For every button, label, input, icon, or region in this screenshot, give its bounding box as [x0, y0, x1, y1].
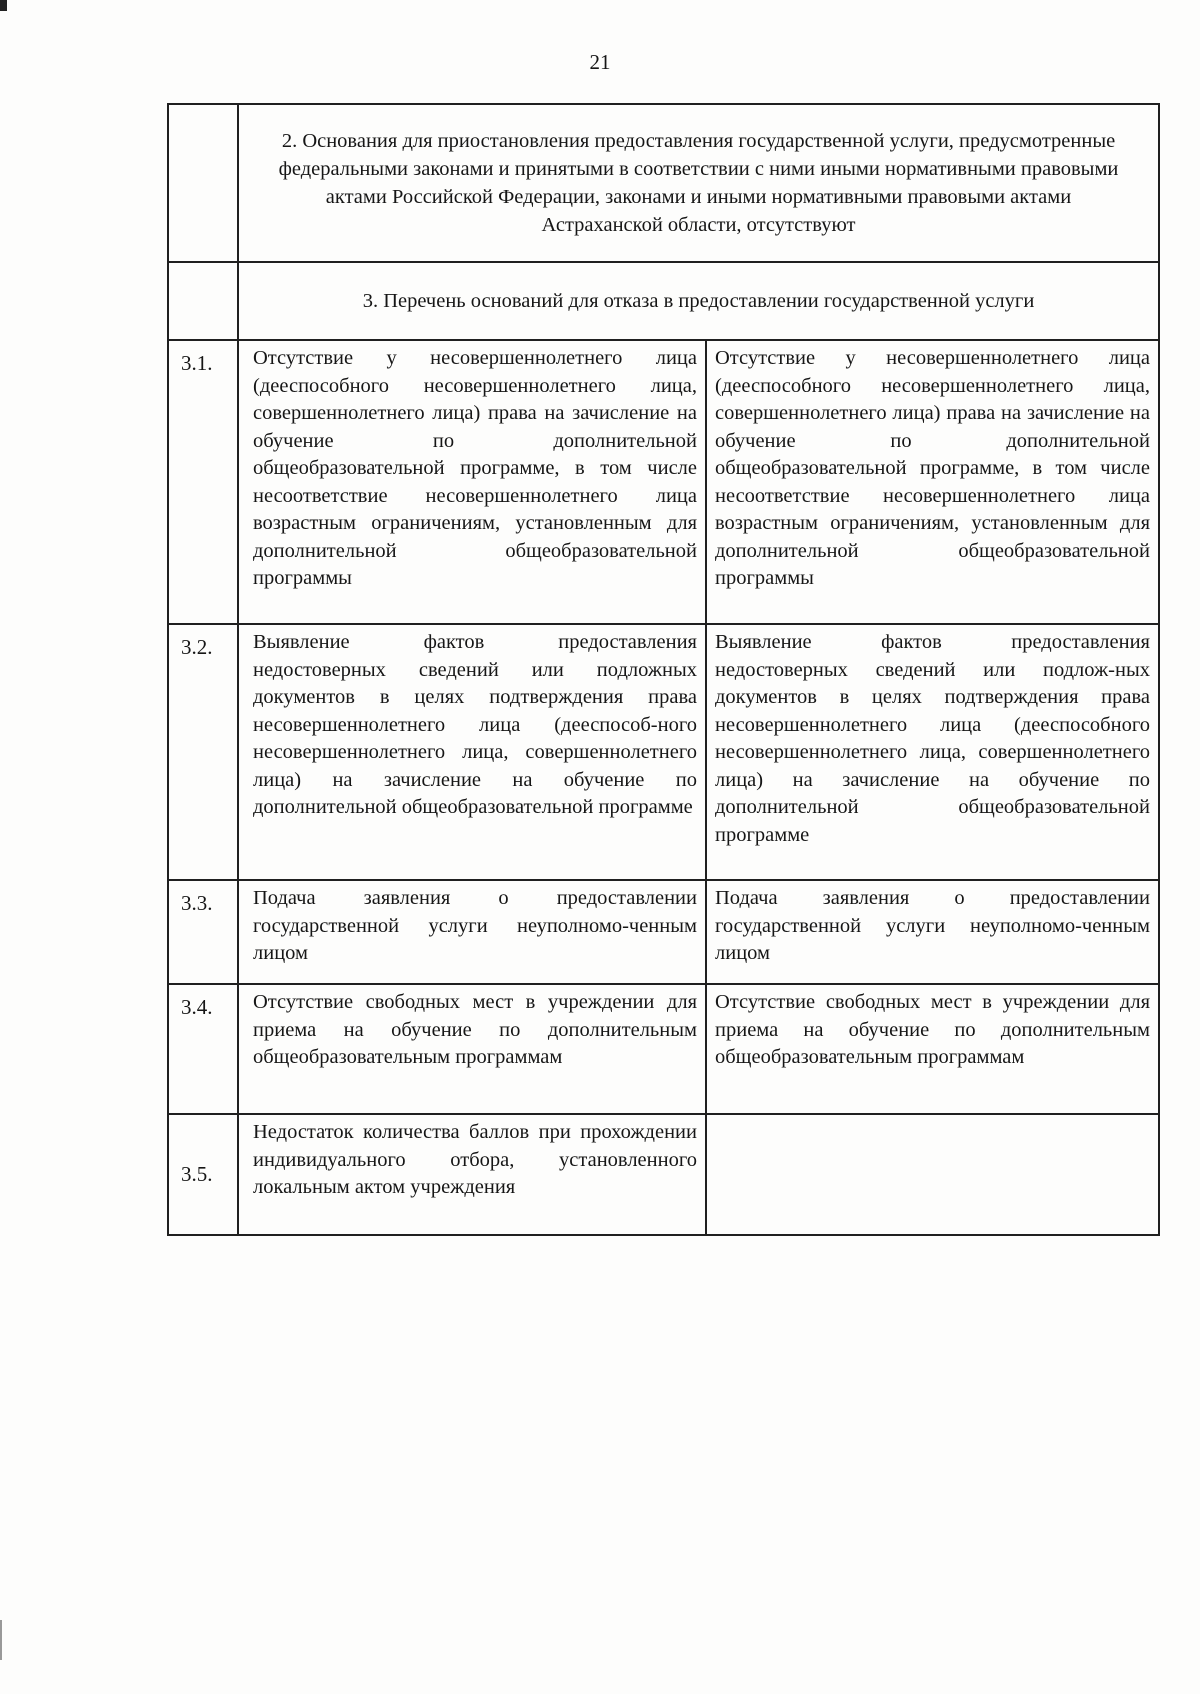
table-row	[167, 339, 1160, 625]
table-row	[167, 623, 1160, 881]
table-row	[167, 983, 1160, 1115]
refusal-ground-text: Подача заявления о предоставлении государственной услуги неуполномо-ченным лицом	[239, 881, 707, 983]
row-number: 3.1.	[169, 341, 239, 623]
number-cell	[169, 263, 239, 339]
table-row	[167, 879, 1160, 985]
row-number: 3.2.	[169, 625, 239, 879]
refusal-ground-text: Отсутствие свободных мест в учреждении для приема на обучение по дополнительным общеобразовательным программам	[239, 985, 707, 1113]
grounds-table	[167, 103, 1160, 1236]
refusal-ground-text: Выявление фактов предоставления недостоверных сведений или подложных документов в целях подтверждения права несовершеннолетнего лица (дееспособ-ного несовершеннолетнего лица, совершеннолетнего лица) на зачисление на обучение по дополнительной общеобразовательной программе	[239, 625, 707, 879]
refusal-ground-text-duplicate: Подача заявления о предоставлении государственной услуги неуполномо-ченным лицом	[715, 887, 1150, 964]
row-number: 3.3.	[169, 881, 239, 983]
refusal-ground-text: Недостаток количества баллов при прохождении индивидуального отбора, установленного локальным актом учреждения	[239, 1115, 707, 1234]
refusal-ground-text-duplicate: Выявление фактов предоставления недостоверных сведений или подлож-ных документов в целях подтверждения права несовершеннолетнего лица (дееспособного несовершеннолетнего лица, совершеннолетнего лица) на зачисление на обучение по дополнительной общеобразовательной программе	[715, 631, 1150, 846]
section-2-row	[167, 103, 1160, 263]
section-3-heading-row	[167, 261, 1160, 341]
table-row	[167, 1113, 1160, 1236]
scan-edge-mark	[0, 0, 7, 11]
row-number: 3.5.	[169, 1115, 239, 1234]
row-number: 3.4.	[169, 985, 239, 1113]
page-number: 21	[589, 50, 611, 74]
empty-cell	[707, 1115, 1158, 1234]
number-cell	[169, 105, 239, 261]
scan-edge-mark	[0, 1620, 2, 1660]
section-3-title: 3. Перечень оснований для отказа в предоставлении государственной услуги	[362, 290, 1035, 312]
section-2-text: 2. Основания для приостановления предоставления государственной услуги, предусмотренные федеральными законами и принятыми в соответствии с ними иными нормативными правовыми актами Российской Федерации, законами и иными нормативными правовыми актами Астраханской области, отсутствуют	[278, 130, 1119, 236]
refusal-ground-text-duplicate: Отсутствие у несовершеннолетнего лица (дееспособного несовершеннолетнего лица, совершеннолетнего лица) права на зачисление на обучение по дополнительной общеобразовательной программе, в том числе несоответствие несовершеннолетнего лица возрастным ограничениям, установленным для дополнительной общеобразовательной программы	[715, 347, 1150, 589]
refusal-ground-text: Отсутствие у несовершеннолетнего лица (дееспособного несовершеннолетнего лица, совершеннолетнего лица) права на зачисление на обучение по дополнительной общеобразовательной программе, в том числе несоответствие несовершеннолетнего лица возрастным ограничениям, установленным для дополнительной общеобразовательной программы	[239, 341, 707, 623]
refusal-ground-text-duplicate: Отсутствие свободных мест в учреждении для приема на обучение по дополнительным общеобразовательным программам	[715, 991, 1150, 1068]
